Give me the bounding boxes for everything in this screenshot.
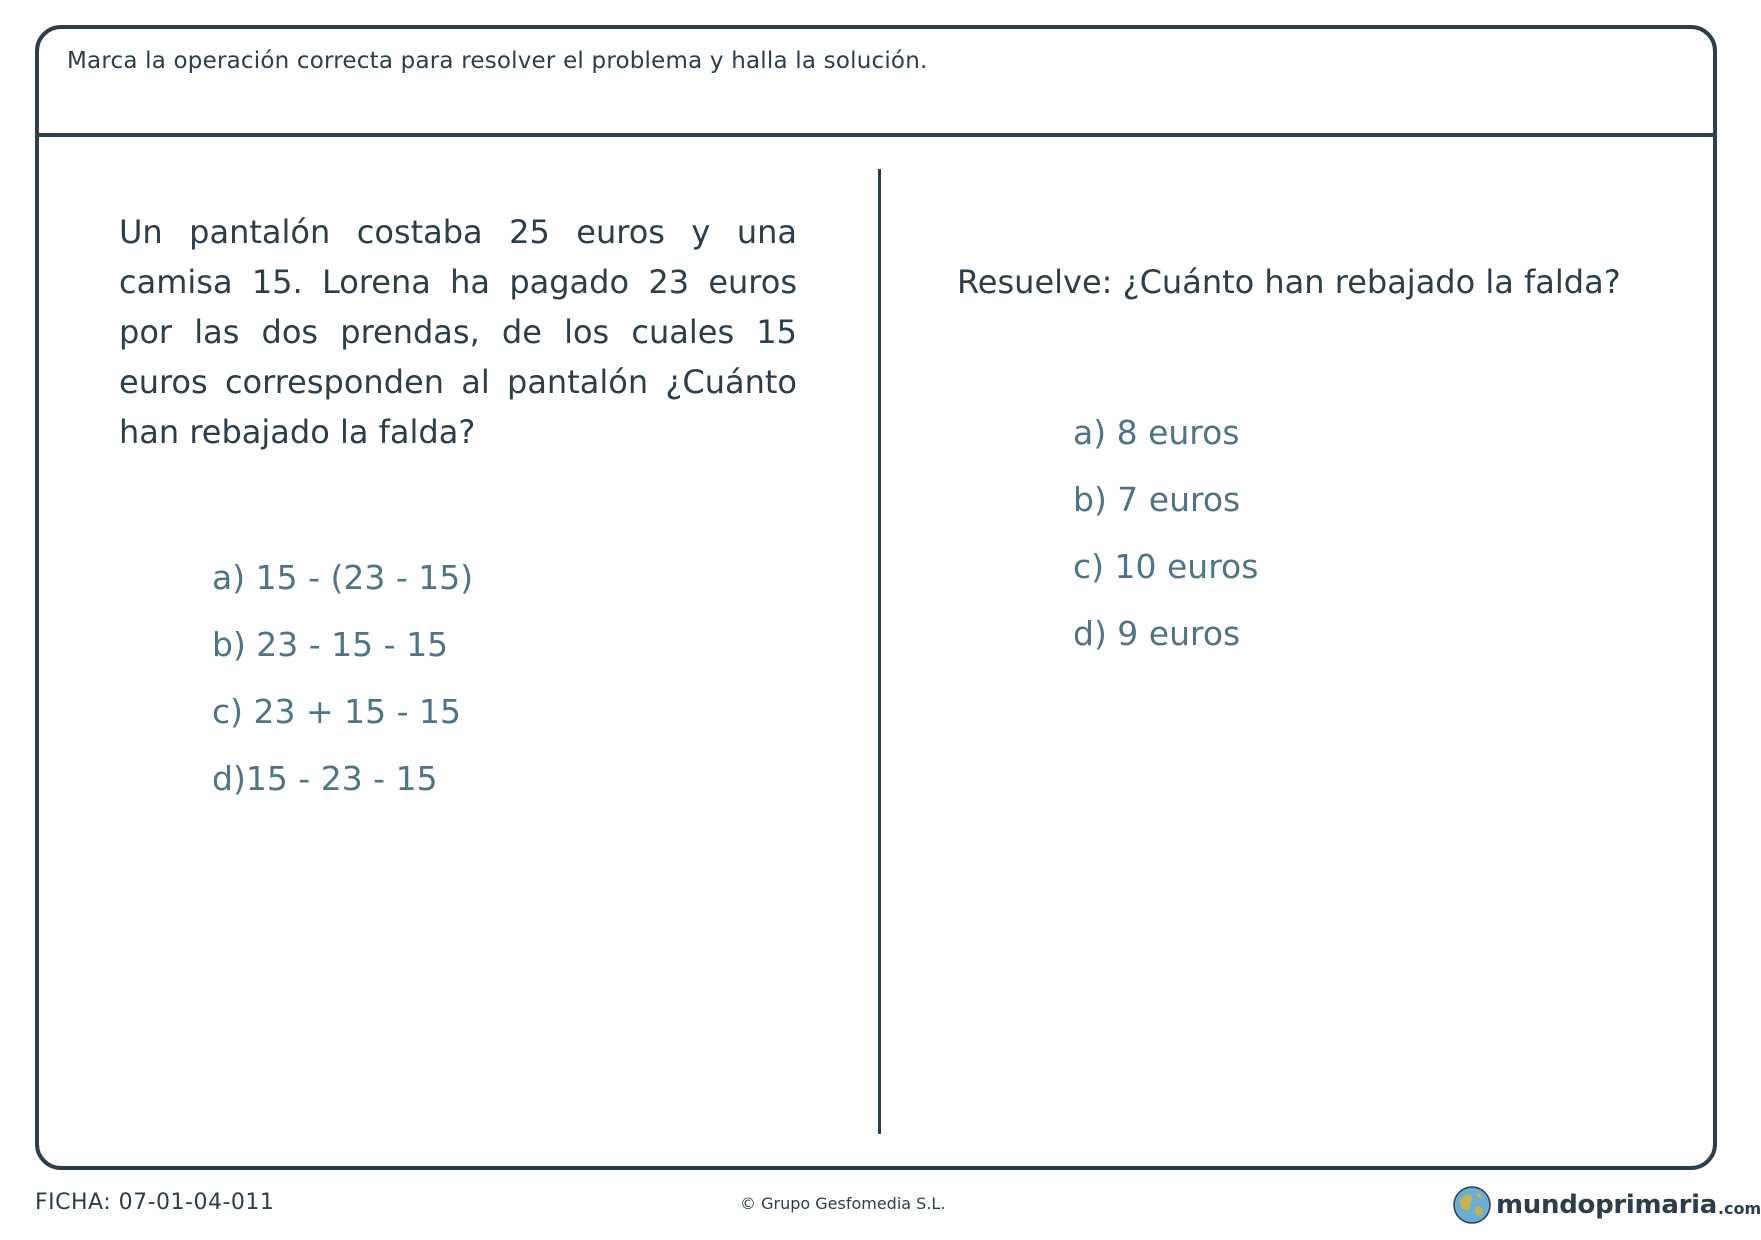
answer-option-a[interactable]: a) 8 euros xyxy=(1073,413,1240,452)
instruction-text: Marca la operación correcta para resolver el problema y halla la solución. xyxy=(67,48,928,74)
operation-option-c[interactable]: c) 23 + 15 - 15 xyxy=(212,692,461,731)
instruction-band xyxy=(39,29,1713,137)
operation-option-d[interactable]: d)15 - 23 - 15 xyxy=(212,759,438,798)
exercise-card xyxy=(35,25,1717,1170)
copyright-notice: © Grupo Gesfomedia S.L. xyxy=(740,1194,946,1213)
brand-logo[interactable] xyxy=(1452,1185,1761,1225)
operation-option-b[interactable]: b) 23 - 15 - 15 xyxy=(212,625,449,664)
operation-option-a[interactable]: a) 15 - (23 - 15) xyxy=(212,558,474,597)
problem-statement: Un pantalón costaba 25 euros y una camisa 15. Lorena ha pagado 23 euros por las dos prendas, de los cuales 15 euros corresponden al pantalón ¿Cuánto han rebajado la falda? xyxy=(119,213,797,451)
brand-tld: .com xyxy=(1717,1198,1761,1218)
globe-icon xyxy=(1452,1185,1492,1225)
operation-options xyxy=(212,544,473,812)
solve-question: Resuelve: ¿Cuánto han rebajado la falda? xyxy=(957,263,1621,301)
column-divider xyxy=(878,169,881,1134)
answer-option-c[interactable]: c) 10 euros xyxy=(1073,547,1259,586)
brand-name: mundoprimaria xyxy=(1496,1190,1717,1220)
answer-options xyxy=(1073,399,1258,667)
ficha-code: FICHA: 07-01-04-011 xyxy=(35,1190,275,1215)
answer-option-d[interactable]: d) 9 euros xyxy=(1073,614,1241,653)
answer-option-b[interactable]: b) 7 euros xyxy=(1073,480,1241,519)
